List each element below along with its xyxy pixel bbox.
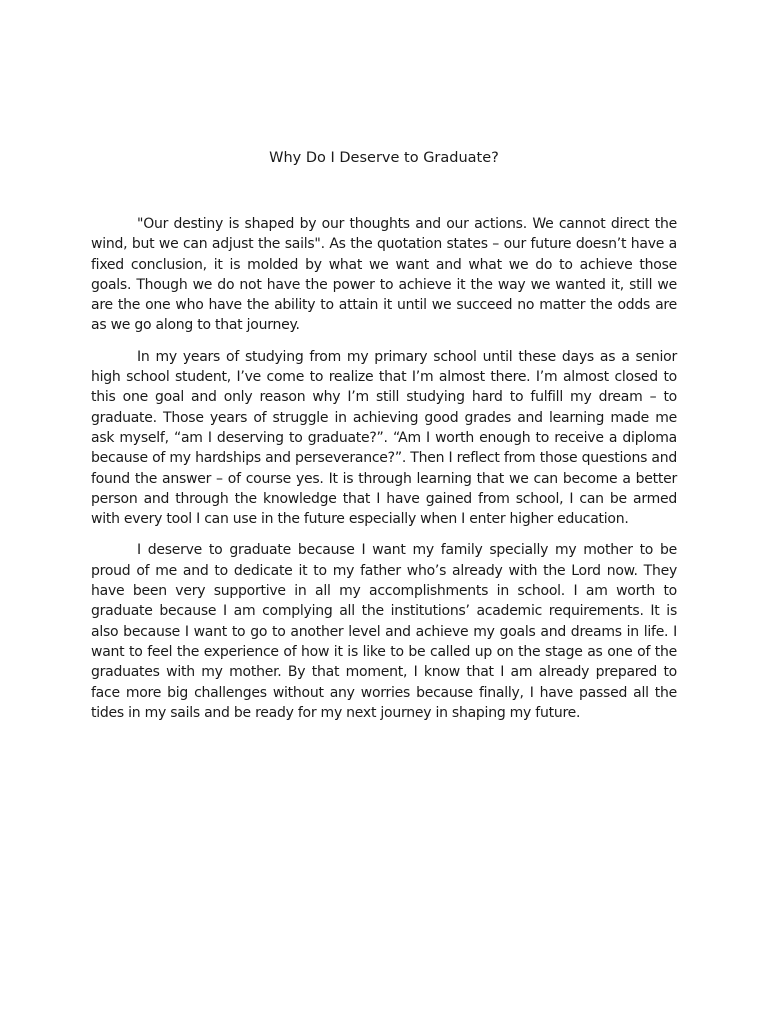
- paragraph-1: "Our destiny is shaped by our thoughts and our actions. We cannot direct the wind, but we can adjust the sails". As the quotation states – our future doesn’t have a fixed conclusion, it is molded by what we want and what we do to achieve those goals. Though we do not have the power to achieve it the way we wanted it, still we are the one who have the ability to attain it until we succeed no matter the odds are as we go along to that journey.: [91, 216, 677, 334]
- paragraph-2: In my years of studying from my primary school until these days as a senior high school student, I’ve come to realize that I’m almost there. I’m almost closed to this one goal and only reason why I’m still studying hard to fulfill my dream – to graduate. Those years of struggle in achieving good grades and learning made me ask myself, “am I deserving to graduate?”. “Am I worth enough to receive a diploma because of my hardships and perseverance?”. Then I reflect from those questions and found the answer – of course yes. It is through learning that we can become a better person and through the knowledge that I have gained from school, I can be armed with every tool I can use in the future especially when I enter higher education.: [91, 348, 677, 528]
- paragraph-3: I deserve to graduate because I want my family specially my mother to be proud of me and to dedicate it to my father who’s already with the Lord now. They have been very supportive in all my accomplishments in school. I am worth to graduate because I am complying all the institutions’ academic requirements. It is also because I want to go to another level and achieve my goals and dreams in life. I want to feel the experience of how it is like to be called up on the stage as one of the graduates with my mother. By that moment, I know that I am already prepared to face more big challenges without any worries because finally, I have passed all the tides in my sails and be ready for my next journey in shaping my future.: [91, 542, 677, 721]
- document-body: [91, 214, 677, 734]
- document-title: Why Do I Deserve to Graduate?: [269, 150, 499, 166]
